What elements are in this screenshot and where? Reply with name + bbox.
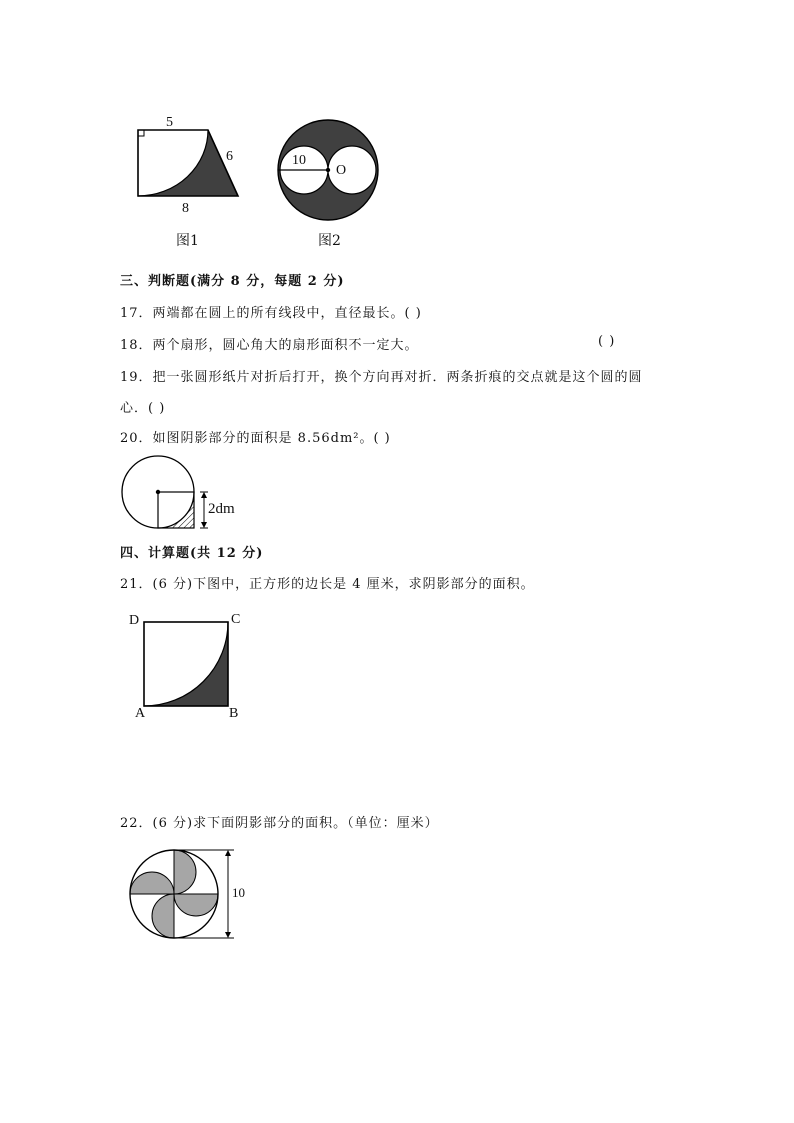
question-21-label-d: D [129, 613, 140, 628]
fig1-top-label: 5 [166, 115, 173, 130]
question-22-figure-label: 10 [232, 885, 245, 900]
fig1-right-label: 6 [226, 149, 233, 164]
fig2-diameter-label: 10 [292, 153, 306, 168]
question-21-label-c: C [231, 612, 241, 627]
question-21-label-b: B [229, 706, 239, 721]
question-21-figure [140, 618, 236, 710]
fig1-bottom-label: 8 [182, 201, 189, 216]
fig1-caption: 图1 [176, 233, 199, 249]
question-20-figure [118, 452, 248, 532]
question-20: 20．如图阴影部分的面积是 8.56dm²。( ) [120, 431, 391, 446]
question-18: 18．两个扇形，圆心角大的扇形面积不一定大。 [120, 338, 419, 353]
question-17: 17．两端都在圆上的所有线段中，直径最长。( ) [120, 306, 422, 321]
figure-2 [276, 118, 380, 222]
section-3-title: 三、判断题(满分 8 分，每题 2 分) [120, 274, 345, 289]
question-21-label-a: A [135, 706, 146, 721]
question-19-line2: 心．( ) [120, 401, 166, 416]
question-19-line1: 19．把一张圆形纸片对折后打开，换个方向再对折．两条折痕的交点就是这个圆的圆 [120, 370, 643, 385]
section-4-title: 四、计算题(共 12 分) [120, 546, 264, 561]
fig2-caption: 图2 [318, 233, 341, 249]
question-22-figure [128, 846, 248, 942]
fig2-center-label: O [336, 163, 347, 178]
question-20-figure-label: 2dm [208, 501, 235, 517]
question-18-answer-paren: ( ) [598, 334, 616, 349]
question-21: 21．(6 分)下图中，正方形的边长是 4 厘米，求阴影部分的面积。 [120, 577, 535, 592]
figure-1 [120, 108, 260, 218]
question-22: 22．(6 分)求下面阴影部分的面积。（单位：厘米） [120, 816, 439, 831]
